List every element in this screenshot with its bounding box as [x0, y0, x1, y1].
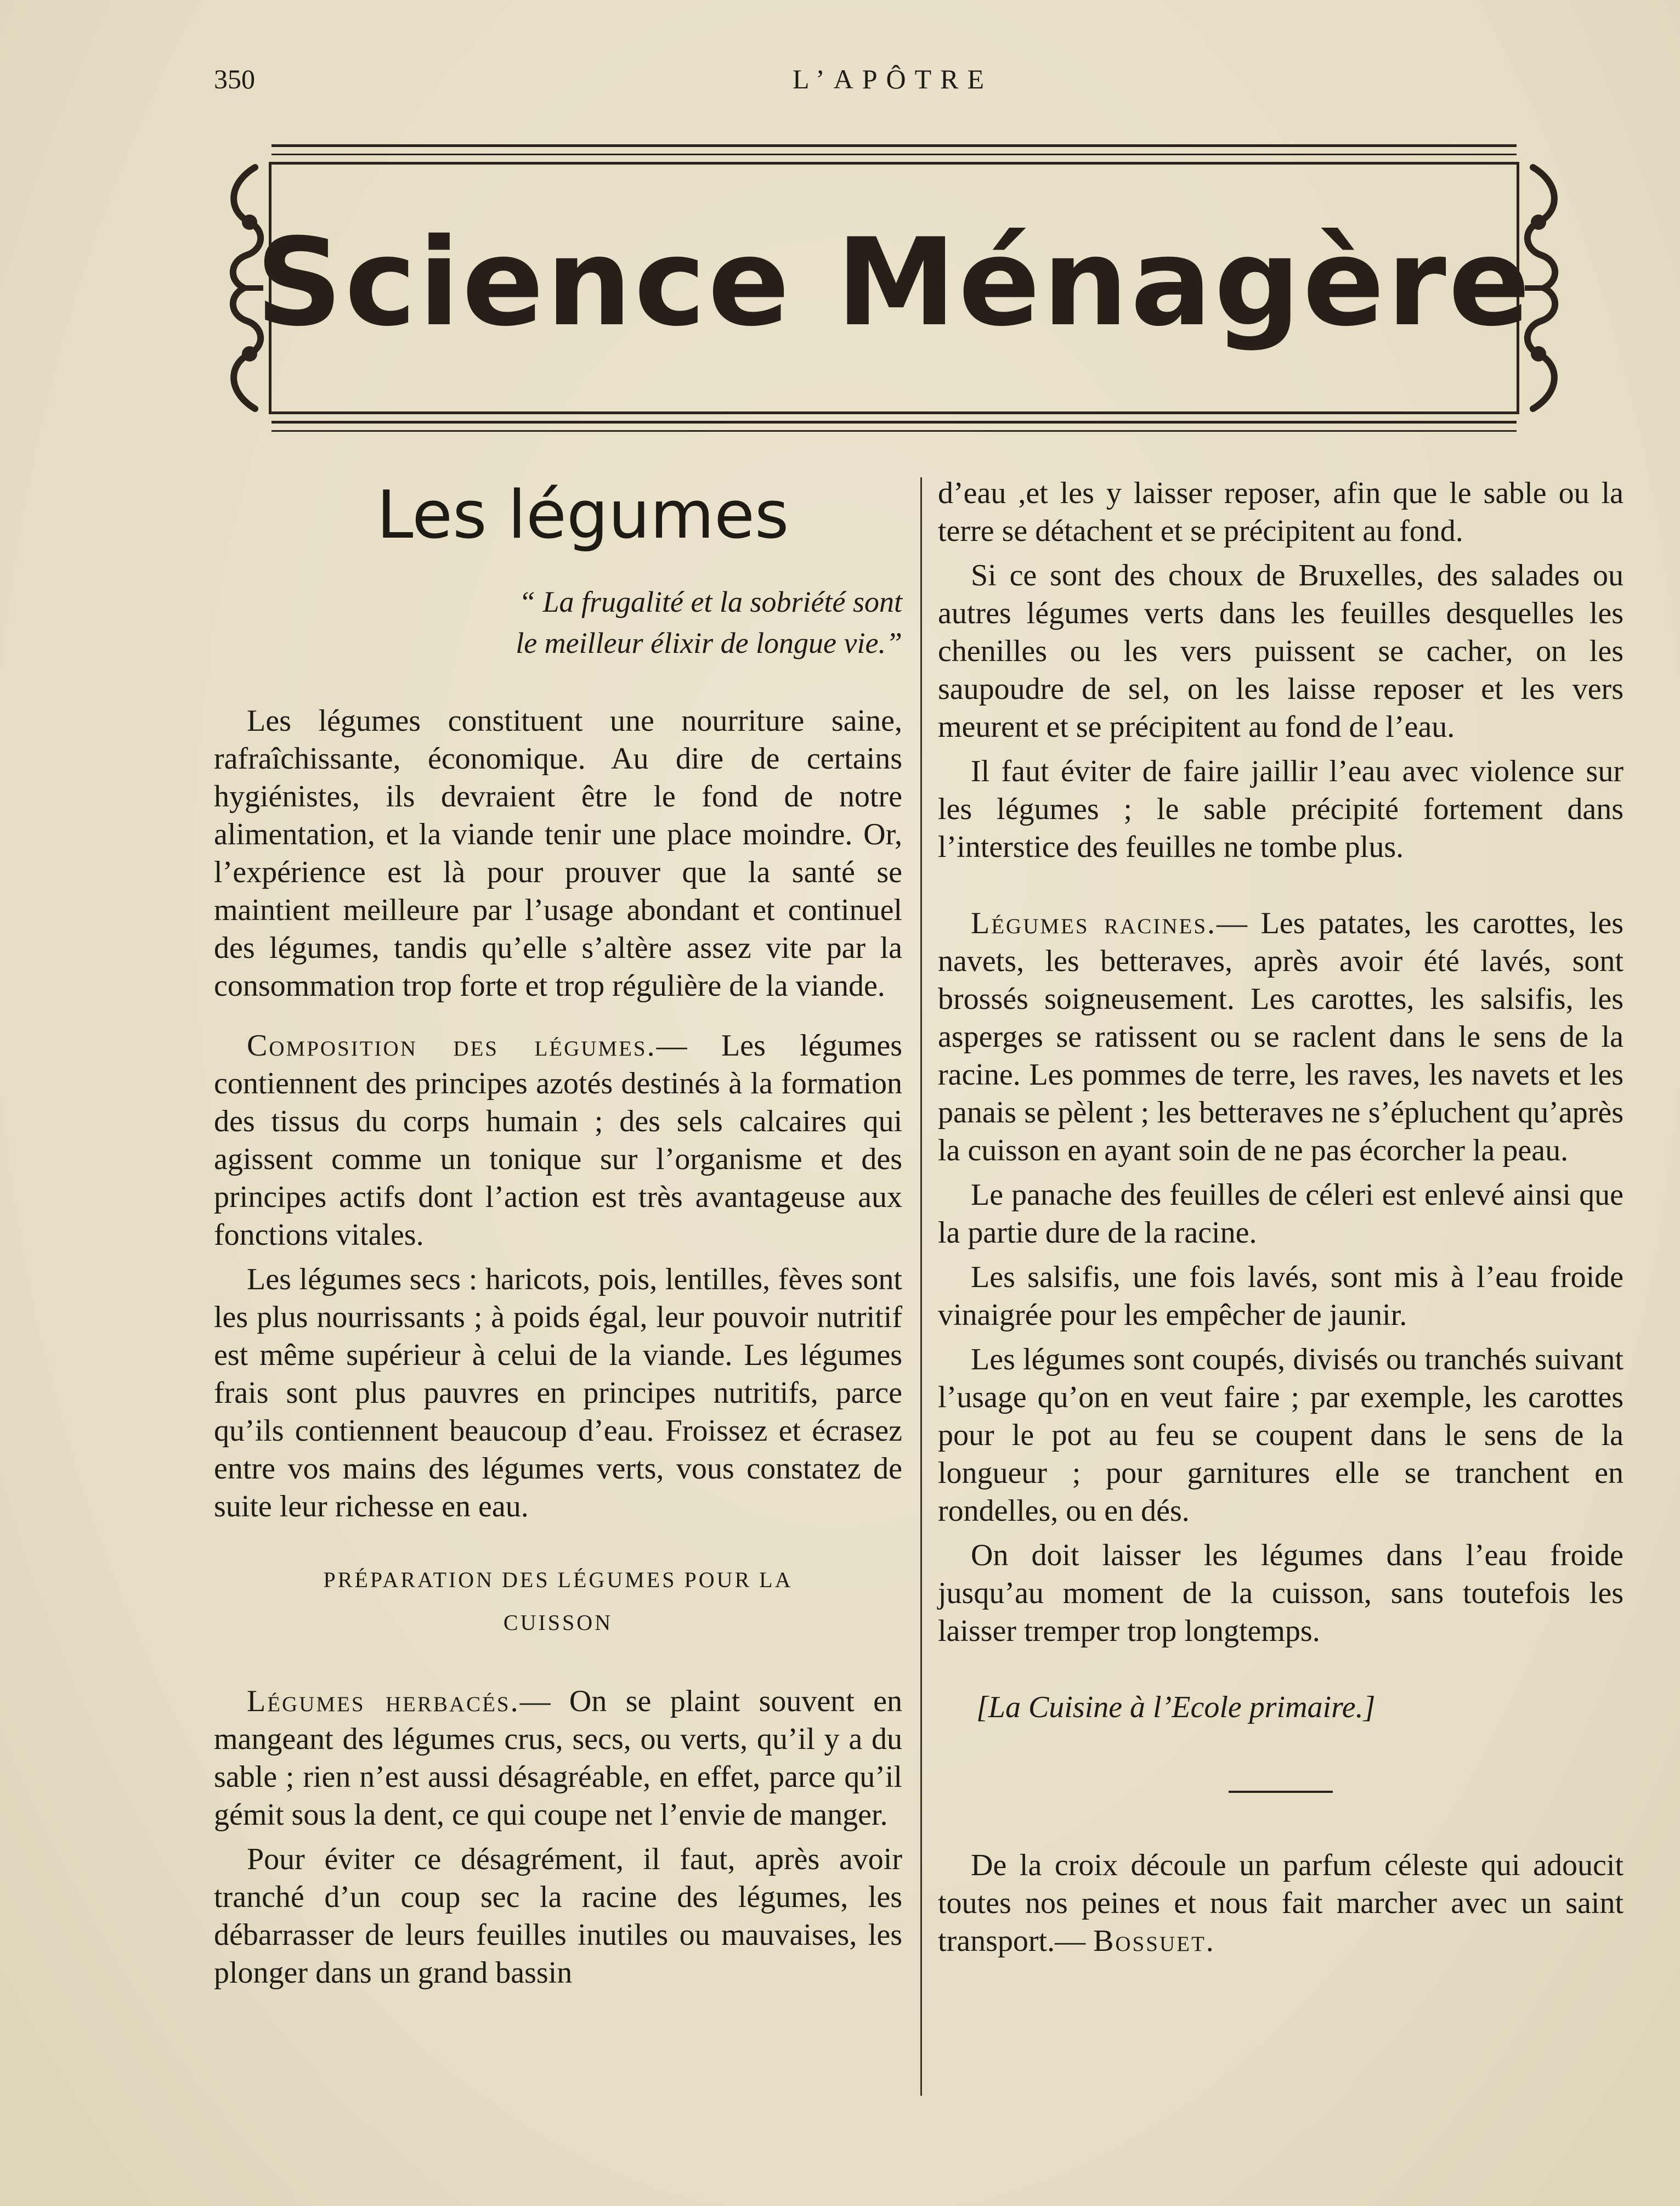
- article-title: Les légumes: [376, 477, 789, 554]
- running-head: [214, 63, 1680, 101]
- separator-rule: [938, 1770, 1624, 1808]
- epigraph: [214, 582, 902, 664]
- paragraph: Les salsifis, une fois lavés, sont mis à l’eau froide vinaigrée pour les empêcher de jaunir.: [938, 1260, 1624, 1332]
- subheading-line: PRÉPARATION DES LÉGUMES POUR LA: [323, 1567, 793, 1592]
- paragraph-continued: d’eau ,et les y laisser reposer, afin que le sable ou la terre se détachent et se précipitent au fond.: [938, 476, 1624, 548]
- paragraph: [214, 1027, 902, 1254]
- banner-bottom-rule: [271, 421, 1517, 432]
- column-divider: [920, 477, 922, 2096]
- paragraph-body: — Les légumes contiennent des principes azotés destinés à la formation des tissus du corps humain ; des sels calcaires qui agissent comme un tonique sur l’organisme et des principes actifs dont l’action est très avantageuse aux fonctions vitales.: [214, 1029, 902, 1252]
- section-banner: [217, 140, 1571, 436]
- paragraph-body: — On se plaint souvent en mangeant des légumes crus, secs, ou verts, qu’il y a du sable ; rien n’est aussi désagréable, en effet, parce qu’il gémit sous la dent, ce qui coupe net l’envie de manger.: [214, 1684, 902, 1832]
- quote-author: Bossuet.: [1093, 1924, 1215, 1958]
- paragraph: Les légumes secs : haricots, pois, lentilles, fèves sont les plus nourrissants ; à poids égal, leur pouvoir nutritif est même supérieur à celui de la viande. Les légumes frais sont plus pauvres en principes nutritifs, parce qu’ils contiennent beaucoup d’eau. Froissez et écrasez entre vos mains des légumes verts, vous constatez de suite leur richesse en eau.: [214, 1262, 902, 1524]
- left-column: [214, 466, 902, 1992]
- paragraph-heading: Composition des légumes.: [247, 1029, 657, 1063]
- paragraph: Les légumes constituent une nourriture saine, rafraîchissante, économique. Au dire de certains hygiénistes, ils devraient être le fond de notre alimentation, et la viande tenir une place moindre. Or, l’expérience est là pour prouver que la santé se maintient meilleure par l’usage abondant et continuel des légumes, tandis qu’elle s’altère assez vite par la consommation trop forte et trop régulière de la viande.: [214, 704, 902, 1003]
- paragraph: Si ce sont des choux de Bruxelles, des salades ou autres légumes verts dans les feuilles desquelles les chenilles ou les vers puissent se cacher, on les saupoudre de sel, on les laisse reposer et les vers meurent et se précipitent au fond de l’eau.: [938, 558, 1624, 744]
- paragraph-body: — Les patates, les carottes, les navets, les betteraves, après avoir été lavés, sont brossés soigneusement. Les carottes, les salsifis, les asperges se ratissent ou se raclent dans le sens de la racine. Les pommes de terre, les raves, les navets et les panais se pèlent ; les betteraves ne s’épluchent qu’après la cuisson en ayant soin de ne pas écorcher la peau.: [938, 906, 1624, 1167]
- page-number: 350: [214, 64, 255, 94]
- paragraph: Pour éviter ce désagrément, il faut, après avoir tranché d’un coup sec la racine des légumes, les débarrasser de leurs feuilles inutiles ou mauvaises, les plonger dans un grand bassin: [214, 1842, 902, 1990]
- journal-title: L’APÔTRE: [793, 64, 993, 94]
- paragraph: [214, 1683, 902, 1834]
- paragraph: Les légumes sont coupés, divisés ou tranchés suivant l’usage qu’on en veut faire ; par exemple, les carottes pour le pot au feu se coupent dans le sens de la longueur ; pour garnitures elle se tranchent en rondelles, ou en dés.: [938, 1342, 1624, 1528]
- epigraph-line: “ La frugalité et la sobriété sont: [518, 585, 902, 618]
- paragraph: [938, 905, 1624, 1170]
- source-citation: [La Cuisine à l’Ecole primaire.]: [976, 1690, 1376, 1724]
- paragraph: On doit laisser les légumes dans l’eau froide jusqu’au moment de la cuisson, sans toutefois les laisser tremper trop longtemps.: [938, 1538, 1624, 1648]
- subheading: [214, 1559, 902, 1644]
- banner-top-rule: [271, 144, 1517, 155]
- paragraph-heading: Légumes herbacés.: [247, 1684, 520, 1718]
- paragraph: Le panache des feuilles de céleri est enlevé ainsi que la partie dure de la racine.: [938, 1178, 1624, 1250]
- closing-quote: [938, 1847, 1624, 1960]
- paragraph: Il faut éviter de faire jaillir l’eau avec violence sur les légumes ; le sable précipité fortement dans l’interstice des feuilles ne tombe plus.: [938, 754, 1624, 864]
- subheading-line: CUISSON: [503, 1610, 613, 1635]
- right-column: [938, 475, 1624, 1960]
- paragraph-heading: Légumes racines.: [971, 906, 1217, 940]
- quote-text: De la croix découle un parfum céleste qui adoucit toutes nos peines et nous fait marcher avec un saint transport.—: [938, 1848, 1624, 1958]
- epigraph-line: le meilleur élixir de longue vie.”: [516, 627, 902, 659]
- section-title: Science Ménagère: [256, 212, 1532, 353]
